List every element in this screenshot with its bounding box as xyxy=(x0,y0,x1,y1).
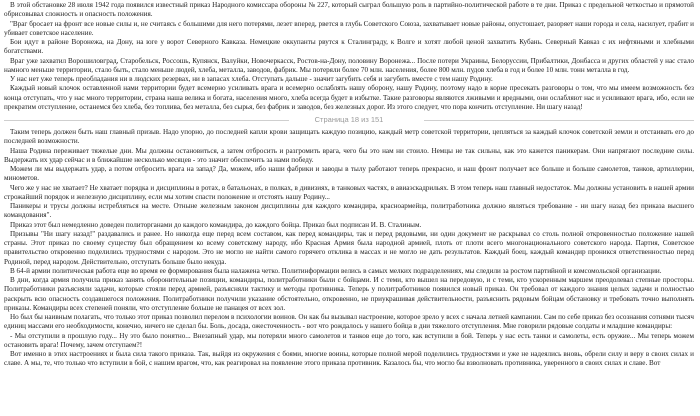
paragraph: Можем ли мы выдержать удар, а потом отбросить врага на запад? Да, можем, ибо наши фабрики и заводы в тылу работают теперь прекрасно, и наш фронт получает все больше и больше самолетов, танков, артиллерии, минометов. xyxy=(4,165,694,183)
paragraph: В дни, когда армия получила приказ занять оборонительные позиции, командиры, политработники были с бойцами. И с теми, кто вышел на передовую, и с теми, кто ускоренным маршем преодолевал степные просторы. Политработники разъясняли задачи, которые стояли перед армией, разъясняли тактику и методы противника. Теперь у политработников появился новый приказ. Он требовал от каждого знания целых задачи и полностью раскрыть всю опасность создавшегося положения. Политработники получили указание обстоятельно, откровенно, не приукрашивая действительности, разъяснить рядовым бойцам обстановку и требовать точно выполнять приказы. Командиры всех степеней поняли, что отступление больше не панацея от всех зол. xyxy=(4,276,694,312)
paragraph: Но был бы наивным полагать, что только этот приказ позволил перелом в психологии воинов. Он как бы вызывал настроение, которое зрело у всех с начала летней кампании. Сам по себе приказ без осознания сотнями тысяч единиц массами его необходимости, конечно, ничего не сделал бы. Боль, досада, ожесточенность - вот что рождалось у нашего бойца в дни тяжелого отступления. Мне говорили рядовые солдаты и младшие командиры: xyxy=(4,313,694,331)
paragraph: Таким теперь должен быть наш главный призыв. Надо упорно, до последней капли крови защищать каждую позицию, каждый метр советской территории, цепляться за каждый клочок советской земли и отстаивать его до последней возможности. xyxy=(4,128,694,146)
divider-rule-right xyxy=(424,120,694,121)
paragraph: Бои идут в районе Воронежа, на Дону, на юге у ворот Северного Кавказа. Немецкие оккупанты рвутся к Сталинграду, к Волге и хотят любой ценой захватить Кубань. Северный Кавказ с их нефтяными и хлебными богатствами. xyxy=(4,38,694,56)
paragraph: Приказ этот был немедленно доведен политорганами до каждого командира, до каждого бойца. Приказ был подписан И. В. Сталиным. xyxy=(10,220,422,229)
paragraph: Чего же у нас не хватает? Не хватает порядка и дисциплины в ротах, в батальонах, в полках, в дивизиях, в танковых частях, в авиаэскадрильях. В этом теперь наш главный недостаток. Мы должны установить в нашей армии строжайший порядок и железную дисциплину, если мы хотим спасти положение и отстоять нашу Родину... xyxy=(4,183,694,201)
page-top-section xyxy=(4,1,694,112)
paragraph: В этой обстановке 28 июля 1942 года появился известный приказ Народного комиссара обороны № 227, который сыграл большую роль в партийно-политической работе в те дни. Приказ с предельной четкостью и прямотой обрисовывал сложность и опасность положения. xyxy=(4,1,694,19)
paragraph: Наша Родина переживает тяжелые дни. Мы должны остановиться, а затем отбросить и разгромить врага, чего бы это нам ни стоило. Немцы не так сильны, как это кажется паникерам. Они напрягают последние силы. Выдержать их удар сейчас и в ближайшие несколько месяцев - это значит обеспечить за нами победу. xyxy=(4,146,694,164)
page-divider xyxy=(4,113,694,127)
paragraph: Призывы "Ни шагу назад!" раздавались и ранее. Но никогда еще перед всем составом, как перед командиры, так и перед рядовыми, ни один документ не раскрывал со столь полной откровенностью положение нашей страны. Этот приказ по своему существу был обращением ко всему советскому народу, ибо Красная Армия была народной армией, плоть от плоти всего многонационального советского народа. Партия, Советское правительство откровенно поделились трудностями с народом. Это не могло не найти самого горячего отклика в массах и не могло не дать результатов. Каждый боец, каждый командир проникся ответственностью перед Родиной, перед народом. Действительно, отступать больше было некуда. xyxy=(4,229,694,266)
paragraph: - Мы отступили в прошлую году... Ну это было понятно... Внезапный удар, мы потеряли много самолетов и танков еще до того, как вступили в бой. Теперь у нас есть танки и самолеты, есть оружие... Мы теперь можем остановить врага! Почему, зачем отступаем?! xyxy=(4,331,694,349)
paragraph: Враг уже захватил Ворошиловград, Старобельск, Россошь, Купянск, Валуйки, Новочеркасск, Ростов-на-Дону, половину Воронежа... После потери Украины, Белоруссии, Прибалтики, Донбасса и других областей у нас стало намного меньше территории, стало быть, стало меньше людей, хлеба, металла, заводов, фабрик. Мы потеряли более 70 млн. населения, более 800 млн. пудов хлеба в год и более 10 млн. тонн металла в год. xyxy=(4,56,694,74)
page-number-label: Страница 18 из 151 xyxy=(314,115,384,124)
paragraph: Вот именно в этих настроениях и была сила такого приказа. Так, выйдя из окружения с боями, многие воины, которые полной мерой поделились трудностями и уже не надеялись вновь, обрели силу и веру в своих силах и славе. А мы, те, что только что вступили в бой, с нашим врагом, что, как реагировал на появление этого приказа противник. Казалось бы, что могло бы взволновать противника, уверенного в своих силах и славе. Вот xyxy=(4,350,694,368)
paragraph: Паникеры и трусы должны истребляться на месте. Отныне железным законом дисциплины для каждого командира, красноармейца, политработника должно являться требование - ни шагу назад без приказа высшего командования". xyxy=(4,202,694,220)
paragraph: Каждый новый клочок оставленной нами территории будет всемерно усиливать врага и всемерно ослаблять нашу оборону, нашу Родину, поэтому надо в корне пресекать разговоры о том, что мы имеем возможность без конца отступать, что у нас много территории, страна наша велика и богата, населения много, хлеба всегда будет в избытке. Такие разговоры являются лживыми и вредными, они ослабляют нас и усиливают врага, ибо, если не прекратим отступление, останемся без хлеба, без топлива, без металла, без сырья, без фабрик и заводов, без железных дорог. Из этого следует, что пора кончить отступление. Ни шагу назад! xyxy=(4,84,694,111)
paragraph: У нас нет уже теперь преобладания ни в людских резервах, ни в запасах хлеба. Отступать дальше - значит загубить себя и загубить вместе с тем нашу Родину. xyxy=(10,75,493,83)
page-bottom-section xyxy=(4,128,694,369)
paragraph: В 64-й армии политическая работа еще во время ее формирования была налажена четко. Политинформации велись в самых мелких подразделениях, мы следили за ростом партийной и комсомольской организации. xyxy=(10,266,662,275)
paragraph: "Враг бросает на фронт все новые силы и, не считаясь с большими для него потерями, лезет вперед, рвется в глубь Советского Союза, захватывает новые районы, опустошает, разоряет наши города и села, насилует, грабит и убивает советское население. xyxy=(4,19,694,37)
